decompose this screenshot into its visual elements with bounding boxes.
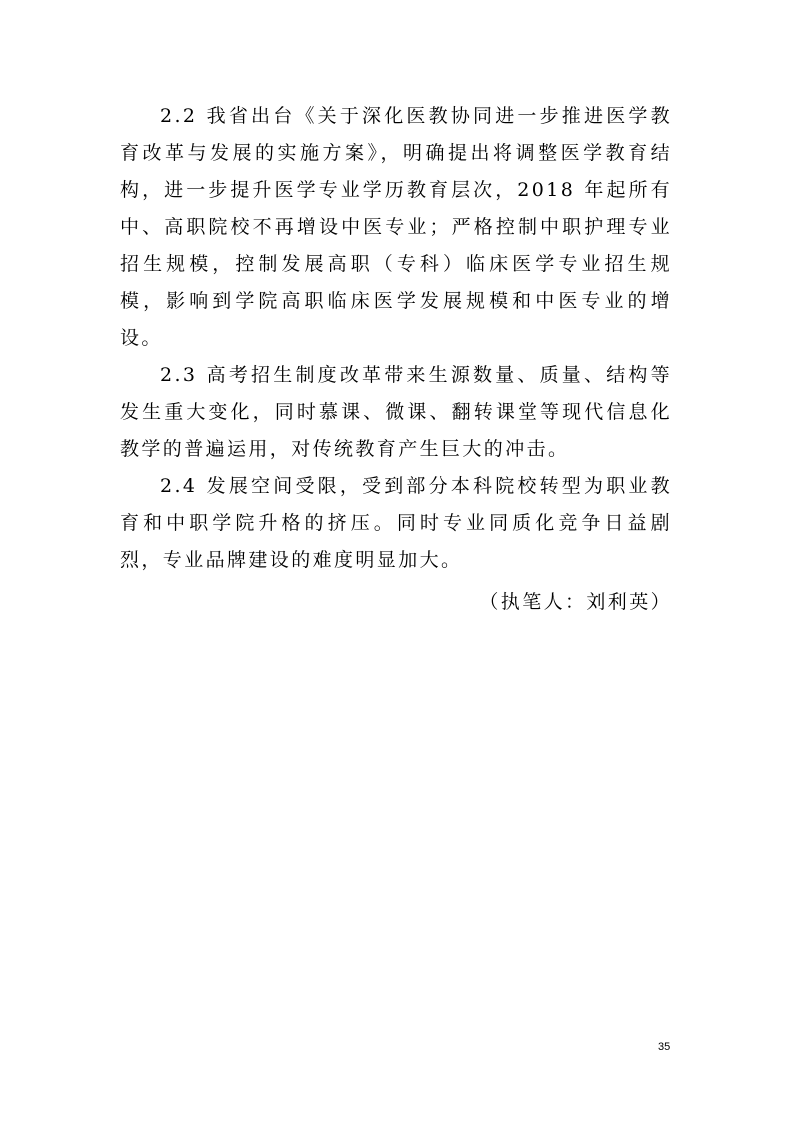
paragraph-2-4: 2.4 发展空间受限，受到部分本科院校转型为职业教育和中职学院升格的挤压。同时专业同质化竞争日益剧烈，专业品牌建设的难度明显加大。 [120,475,672,571]
paragraph-2-2: 2.2 我省出台《关于深化医教协同进一步推进医学教育改革与发展的实施方案》，明确提出将调整医学教育结构，进一步提升医学专业学历教育层次，2018 年起所有中、高职院校不再增设中医专业；严格控制中职护理专业招生规模，控制发展高职（专科）临床医学专业招生规模，影响到学院高职临床医学发展规模和中医专业的增设。 [120,105,672,349]
document-body [120,98,672,621]
paragraph-2-3: 2.3 高考招生制度改革带来生源数量、质量、结构等发生重大变化，同时慕课、微课、翻转课堂等现代信息化教学的普遍运用，对传统教育产生巨大的冲击。 [120,364,672,460]
page-number: 35 [658,1041,671,1053]
author-line: （执笔人：刘利英） [479,591,672,613]
